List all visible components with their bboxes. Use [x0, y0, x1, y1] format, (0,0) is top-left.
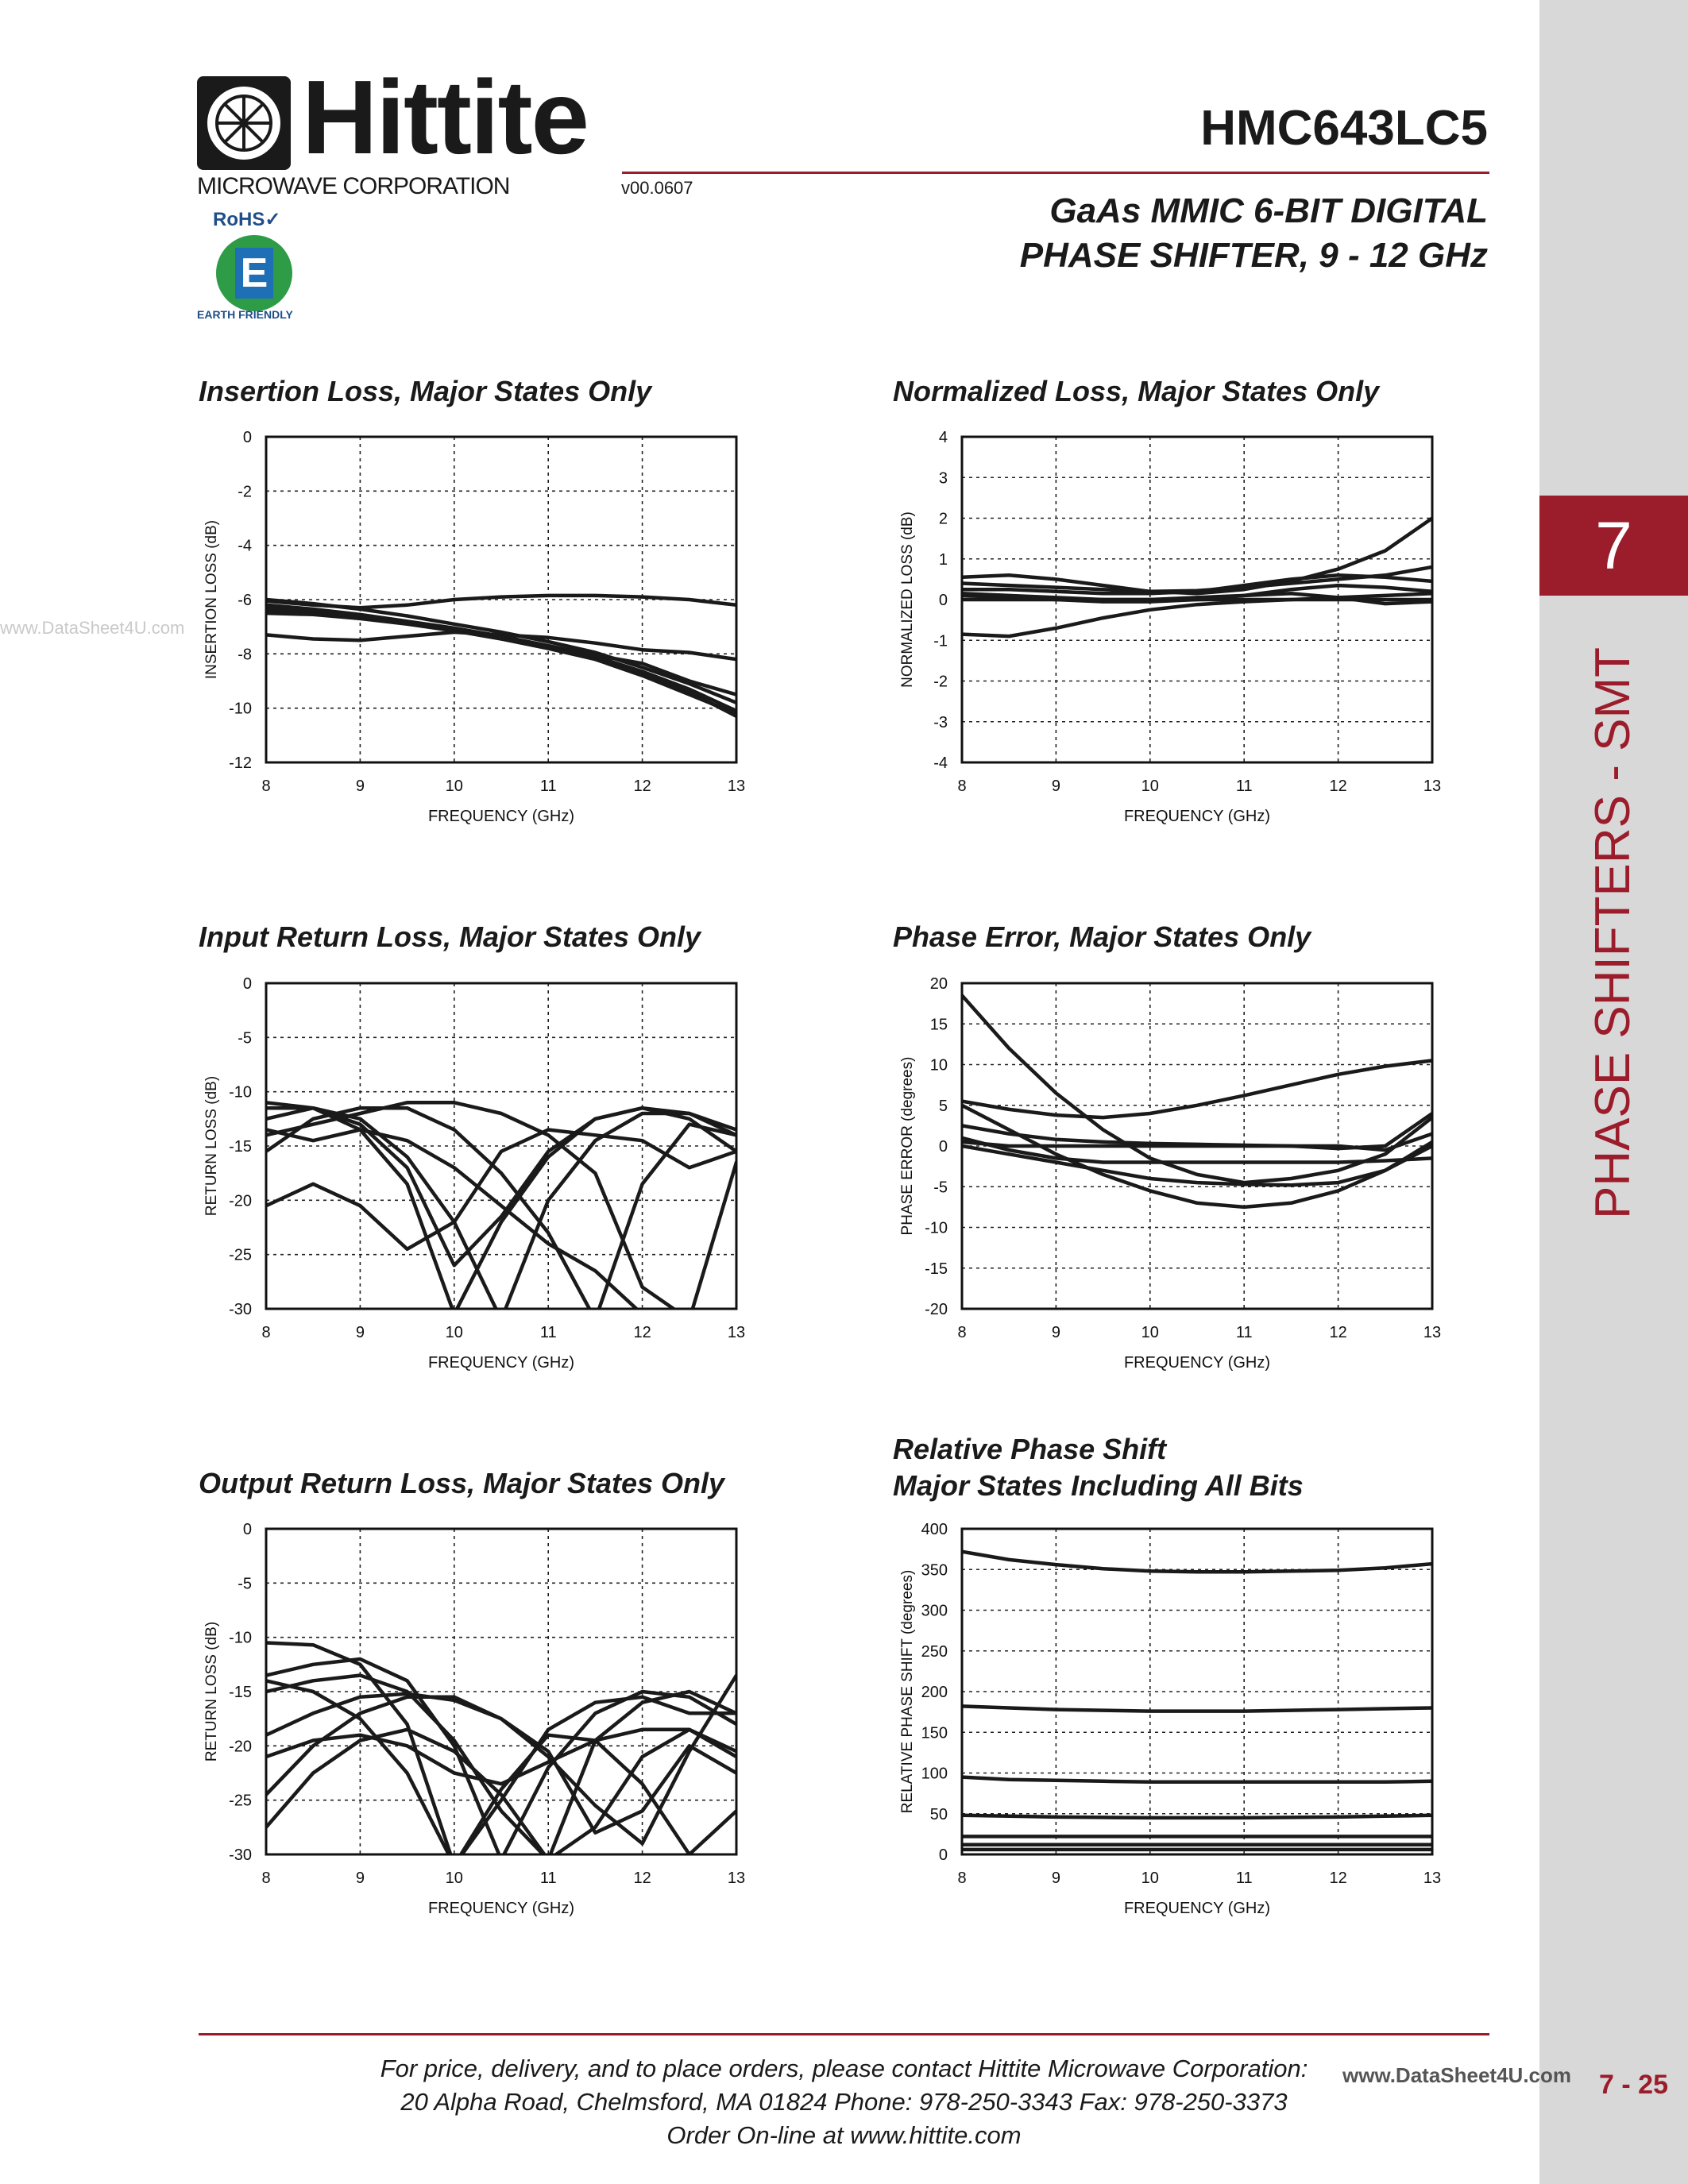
- y-tick-label: 5: [938, 1097, 948, 1115]
- x-tick-label: 9: [1051, 1870, 1060, 1887]
- y-tick-label: -30: [229, 1301, 252, 1318]
- company-logo: [197, 59, 602, 199]
- x-tick-label: 11: [1235, 1324, 1253, 1341]
- y-tick-label: 2: [938, 510, 948, 528]
- subtitle-line-2: PHASE SHIFTER, 9 - 12 GHz: [1019, 236, 1488, 275]
- x-axis-label: FREQUENCY (GHz): [1123, 1900, 1271, 1917]
- y-tick-label: 0: [938, 1138, 948, 1156]
- relative-phase-title-line-2: Major States Including All Bits: [893, 1469, 1304, 1502]
- rohs-badge: [197, 203, 315, 324]
- series-line-s4: [266, 1680, 736, 1865]
- plot-frame: [266, 983, 736, 1309]
- y-tick-label: 400: [921, 1521, 948, 1538]
- phase-error-title: Phase Error, Major States Only: [893, 920, 1311, 953]
- y-tick-label: 10: [929, 1056, 948, 1075]
- phase-error-chart: [879, 967, 1450, 1380]
- x-tick-label: 10: [1141, 1870, 1159, 1887]
- footer-line-2: 20 Alpha Road, Chelmsford, MA 01824 Phone: 978-250-3343 Fax: 978-250-3373: [400, 2088, 1288, 2116]
- part-number: HMC643LC5: [1200, 101, 1488, 156]
- x-tick-label: 13: [727, 1324, 746, 1341]
- rohs-label: RoHS✓: [213, 209, 281, 230]
- y-tick-label: -2: [238, 483, 252, 501]
- footer-contact: [199, 2052, 1489, 2152]
- plot-frame: [266, 1529, 736, 1854]
- y-tick-label: -25: [229, 1246, 252, 1264]
- section-number-tab: 7: [1539, 496, 1688, 596]
- y-tick-label: 4: [938, 429, 948, 446]
- x-tick-label: 9: [1051, 778, 1060, 795]
- relative-phase-title-line-1: Relative Phase Shift: [893, 1433, 1167, 1465]
- y-tick-label: 15: [929, 1016, 948, 1034]
- output_return_loss-series-group: [266, 1643, 736, 1866]
- x-tick-label: 11: [1235, 1870, 1253, 1887]
- series-line-s1: [266, 1643, 736, 1866]
- phase_error-series-group: [962, 995, 1432, 1207]
- y-tick-label: 20: [929, 975, 948, 993]
- y-tick-label: 0: [938, 592, 948, 609]
- y-tick-label: -1: [933, 632, 948, 650]
- footer-line-3: Order On-line at www.hittite.com: [666, 2121, 1022, 2149]
- series-line-state3: [266, 611, 736, 716]
- x-tick-label: 11: [1235, 778, 1253, 795]
- series-line-180: [962, 1706, 1432, 1711]
- relative_phase-svg: [879, 1513, 1450, 1926]
- x-tick-label: 8: [957, 1324, 967, 1341]
- y-tick-label: -15: [229, 1684, 252, 1701]
- y-tick-label: -20: [229, 1192, 252, 1210]
- logo-subtitle: MICROWAVE CORPORATION: [197, 173, 510, 199]
- x-tick-label: 13: [727, 1870, 746, 1887]
- series-line-90: [962, 1777, 1432, 1782]
- y-tick-label: 0: [242, 429, 252, 446]
- y-tick-label: -15: [925, 1260, 948, 1278]
- x-axis-label: FREQUENCY (GHz): [427, 1354, 575, 1372]
- x-tick-label: 13: [1423, 1870, 1442, 1887]
- earth-friendly-label: EARTH FRIENDLY: [197, 308, 293, 321]
- y-tick-label: -8: [238, 646, 252, 664]
- y-tick-label: -4: [238, 537, 252, 555]
- y-axis-label: INSERTION LOSS (dB): [203, 519, 220, 680]
- x-axis-label: FREQUENCY (GHz): [427, 808, 575, 825]
- x-axis-label: FREQUENCY (GHz): [1123, 808, 1271, 825]
- x-tick-label: 8: [261, 778, 271, 795]
- x-tick-label: 12: [1329, 778, 1347, 795]
- x-tick-label: 12: [1329, 1870, 1347, 1887]
- x-tick-label: 10: [445, 778, 463, 795]
- insertion-loss-chart: [183, 421, 755, 834]
- relative-phase-chart: [879, 1513, 1450, 1926]
- y-axis-label: NORMALIZED LOSS (dB): [899, 511, 916, 688]
- y-tick-label: 350: [921, 1561, 948, 1580]
- insertion_loss-series-group: [266, 596, 736, 716]
- header-rule: [622, 172, 1489, 174]
- normalized-loss-title: Normalized Loss, Major States Only: [893, 375, 1380, 407]
- y-tick-label: 100: [921, 1765, 948, 1783]
- y-tick-label: 150: [921, 1724, 948, 1742]
- x-tick-label: 9: [1051, 1324, 1060, 1341]
- x-tick-label: 11: [539, 778, 557, 795]
- y-tick-label: 250: [921, 1642, 948, 1661]
- x-tick-label: 12: [633, 1324, 651, 1341]
- y-tick-label: -3: [933, 713, 948, 731]
- output-return-loss-title: Output Return Loss, Major States Only: [199, 1467, 725, 1499]
- y-axis-label: PHASE ERROR (degrees): [899, 1056, 916, 1236]
- y-tick-label: -20: [229, 1738, 252, 1756]
- x-tick-label: 12: [633, 1870, 651, 1887]
- x-axis-label: FREQUENCY (GHz): [427, 1900, 575, 1917]
- logo-globe-icon: [197, 76, 291, 170]
- series-line-all_bits: [962, 1552, 1432, 1572]
- y-tick-label: -10: [229, 1629, 252, 1647]
- checkmark-icon: ✓: [265, 209, 281, 230]
- y-tick-label: -5: [238, 1029, 252, 1048]
- document-version: v00.0607: [621, 178, 693, 198]
- input_return_loss-svg: [183, 967, 755, 1380]
- output-return-loss-chart: [183, 1513, 755, 1926]
- insertion_loss-svg: [183, 421, 755, 834]
- x-tick-label: 9: [355, 1870, 365, 1887]
- y-tick-label: -5: [238, 1575, 252, 1593]
- x-tick-label: 11: [539, 1324, 557, 1341]
- y-tick-label: -5: [933, 1179, 948, 1197]
- input-return-loss-chart: [183, 967, 755, 1380]
- series-line-s3: [266, 1676, 736, 1860]
- watermark-right: www.DataSheet4U.com: [1342, 2063, 1572, 2087]
- normalized-loss-chart: [879, 421, 1450, 834]
- x-axis-label: FREQUENCY (GHz): [1123, 1354, 1271, 1372]
- y-tick-label: 0: [242, 1521, 252, 1538]
- y-tick-label: -4: [933, 754, 948, 772]
- x-tick-label: 13: [1423, 778, 1442, 795]
- x-tick-label: 12: [633, 778, 651, 795]
- x-tick-label: 9: [355, 778, 365, 795]
- series-line-s3: [962, 1106, 1432, 1207]
- x-tick-label: 8: [957, 778, 967, 795]
- insertion-loss-title: Insertion Loss, Major States Only: [199, 375, 652, 407]
- logo-wordmark: Hittite: [302, 59, 588, 176]
- y-tick-label: 50: [929, 1805, 948, 1823]
- x-tick-label: 10: [1141, 1324, 1159, 1341]
- phase_error-svg: [879, 967, 1450, 1380]
- series-line-s3: [266, 1108, 736, 1265]
- y-tick-label: -25: [229, 1792, 252, 1810]
- subtitle-line-1: GaAs MMIC 6-BIT DIGITAL: [1049, 191, 1488, 230]
- series-line-45: [962, 1815, 1432, 1818]
- x-tick-label: 10: [445, 1870, 463, 1887]
- relative-phase-title: [893, 1431, 1304, 1504]
- normalized_loss-svg: [879, 421, 1450, 834]
- x-tick-label: 13: [1423, 1324, 1442, 1341]
- y-tick-label: 0: [938, 1846, 948, 1864]
- plot-frame: [962, 1529, 1432, 1854]
- series-line-s1: [266, 1130, 736, 1249]
- product-subtitle: [874, 189, 1488, 278]
- y-tick-label: -20: [925, 1301, 948, 1318]
- earth-friendly-e-icon: E: [235, 248, 273, 299]
- x-tick-label: 8: [261, 1870, 271, 1887]
- x-tick-label: 13: [727, 778, 746, 795]
- y-tick-label: 300: [921, 1602, 948, 1620]
- normalized_loss-series-group: [962, 519, 1432, 637]
- y-tick-label: -30: [229, 1846, 252, 1864]
- input_return_loss-series-group: [266, 1102, 736, 1319]
- x-tick-label: 12: [1329, 1324, 1347, 1341]
- series-line-state4: [266, 613, 736, 713]
- y-tick-label: -15: [229, 1138, 252, 1156]
- series-line-s2: [266, 1659, 736, 1860]
- y-tick-label: 3: [938, 469, 948, 488]
- relative_phase-series-group: [962, 1552, 1432, 1850]
- y-axis-label: RETURN LOSS (dB): [203, 1621, 220, 1762]
- section-title-vertical: PHASE SHIFTERS - SMT: [1586, 647, 1640, 1219]
- x-tick-label: 10: [1141, 778, 1159, 795]
- series-line-state7: [266, 632, 736, 659]
- watermark-left: www.DataSheet4U.com: [0, 618, 185, 638]
- x-tick-label: 8: [261, 1324, 271, 1341]
- series-line-state2: [266, 605, 736, 711]
- footer-line-1: For price, delivery, and to place orders, please contact Hittite Microwave Corporation:: [380, 2055, 1308, 2082]
- series-line-s2: [962, 519, 1432, 594]
- series-line-state6: [266, 596, 736, 608]
- x-tick-label: 10: [445, 1324, 463, 1341]
- page-number: 7 - 25: [1599, 2070, 1668, 2100]
- y-axis-label: RETURN LOSS (dB): [203, 1075, 220, 1217]
- y-tick-label: -10: [229, 1083, 252, 1102]
- x-tick-label: 9: [355, 1324, 365, 1341]
- input-return-loss-title: Input Return Loss, Major States Only: [199, 920, 701, 953]
- y-tick-label: -6: [238, 592, 252, 609]
- y-tick-label: -2: [933, 673, 948, 691]
- y-tick-label: -10: [925, 1219, 948, 1237]
- y-tick-label: -10: [229, 700, 252, 718]
- y-tick-label: -12: [229, 754, 252, 772]
- x-tick-label: 11: [539, 1870, 557, 1887]
- y-axis-label: RELATIVE PHASE SHIFT (degrees): [899, 1569, 916, 1814]
- x-tick-label: 8: [957, 1870, 967, 1887]
- y-tick-label: 0: [242, 975, 252, 993]
- y-tick-label: 1: [938, 550, 948, 569]
- output_return_loss-svg: [183, 1513, 755, 1926]
- y-tick-label: 200: [921, 1684, 948, 1701]
- footer-rule: [199, 2033, 1489, 2035]
